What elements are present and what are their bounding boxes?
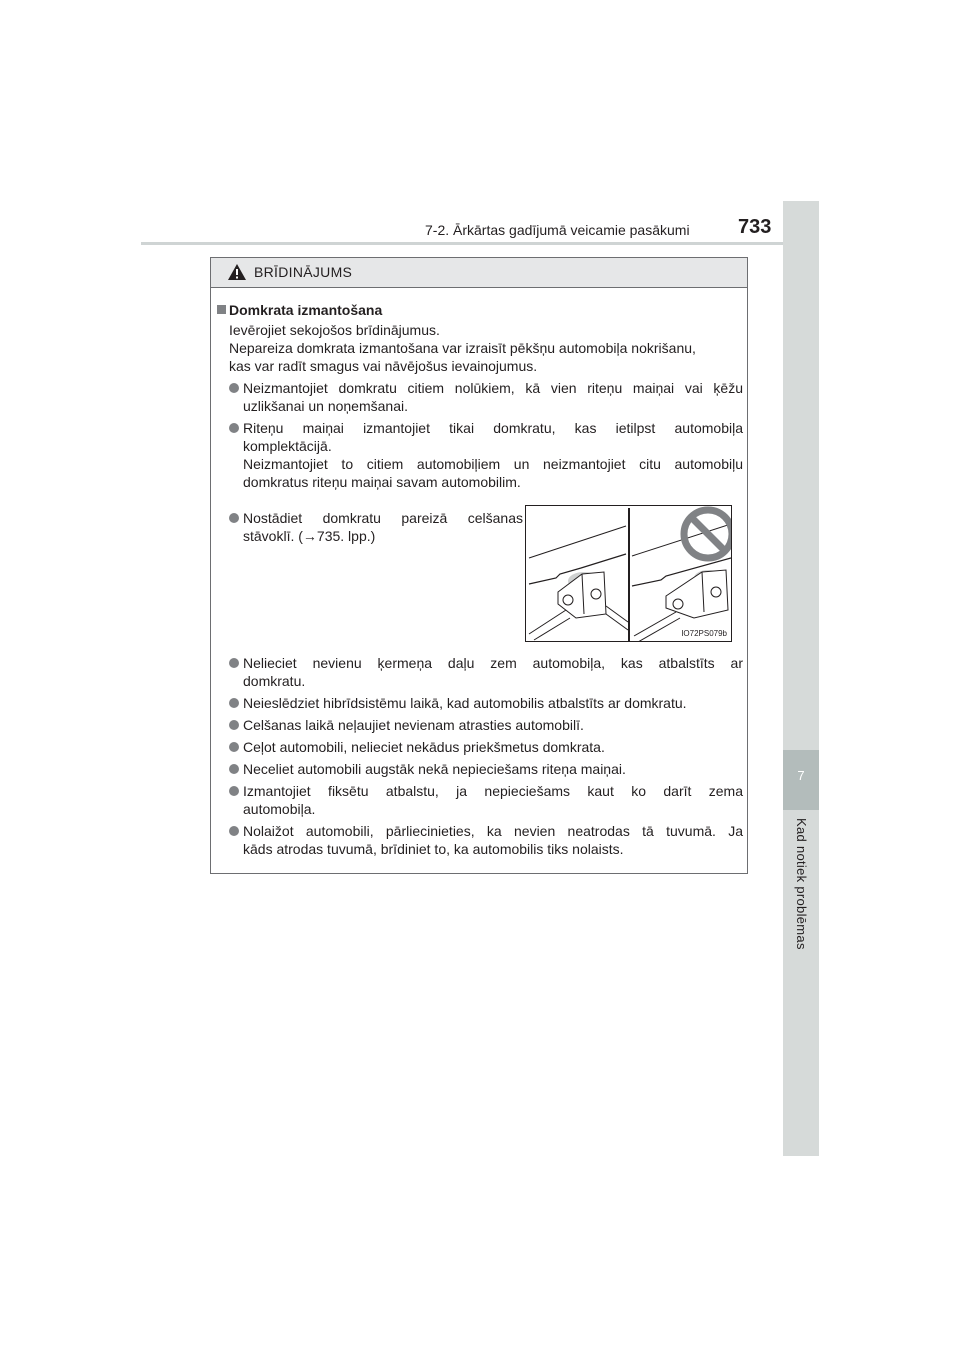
bullet-dot-icon (229, 698, 239, 708)
chapter-number-tab[interactable] (783, 750, 819, 810)
bullet-line: Ceļot automobili, nelieciet nekādus priekšmetus domkrata. (243, 739, 605, 755)
intro-line: Ievērojiet sekojošos brīdinājumus. (229, 322, 440, 338)
prohibited-icon (684, 510, 732, 558)
bullet-line: Celšanas laikā neļaujiet nevienam atrasties automobilī. (243, 717, 584, 733)
bullet-line: domkratu. (243, 673, 306, 689)
subheading-text: Domkrata izmantošana (229, 302, 383, 318)
bullet-dot-icon (229, 786, 239, 796)
bullet-dot-icon (229, 720, 239, 730)
list-item (217, 782, 743, 818)
bullet-line: Nolaižot automobili, pārliecinieties, ka nevien neatrodas tā tuvumā. Ja (243, 823, 743, 839)
bullet-dot-icon (229, 826, 239, 836)
list-item (217, 419, 743, 491)
bullet-line: komplektācijā. (243, 438, 332, 454)
chapter-number: 7 (797, 768, 805, 783)
jack-illustration (526, 506, 732, 642)
bullet-line: Neieslēdziet hibrīdsistēmu laikā, kad automobilis atbalstīts ar domkratu. (243, 695, 687, 711)
bullet-dot-icon (229, 764, 239, 774)
bullet-line: Nostādiet domkratu pareizā celšanas (243, 510, 523, 526)
intro-line: Nepareiza domkrata izmantošana var izraisīt pēkšņu automobiļa nokrišanu, (229, 340, 696, 356)
warning-box (210, 257, 748, 874)
warning-content-bottom (217, 650, 743, 858)
square-bullet-icon (217, 305, 226, 314)
list-item (217, 654, 743, 690)
list-item (217, 694, 743, 712)
bullet-line: kāds atrodas tuvumā, brīdiniet to, ka automobilis tiks nolaists. (243, 841, 624, 857)
warning-label: BRĪDINĀJUMS (254, 264, 353, 280)
chapter-side-tab (783, 201, 819, 1156)
bullet-dot-icon (229, 423, 239, 433)
list-item (217, 738, 743, 756)
list-item (217, 509, 523, 545)
section-title: 7-2. Ārkārtas gadījumā veicamie pasākumi (425, 222, 690, 238)
warning-triangle-icon (227, 263, 247, 281)
intro-text (217, 321, 743, 375)
page-number: 733 (738, 216, 772, 238)
warning-header (211, 258, 747, 288)
list-item (217, 822, 743, 858)
bullet-dot-icon (229, 513, 239, 523)
bullet-dot-icon (229, 742, 239, 752)
bullet-line: Nelieciet nevienu ķermeņa daļu zem automobiļa, kas atbalstīts ar (243, 655, 743, 671)
list-item (217, 379, 743, 415)
bullet-line: stāvoklī. (→735. lpp.) (243, 528, 376, 544)
list-item (217, 760, 743, 778)
bullet-line: automobiļa. (243, 801, 316, 817)
subheading (217, 301, 743, 319)
figure-code: IO72PS079b (681, 629, 727, 638)
bullet-line: Neceliet automobili augstāk nekā nepieciešams riteņa maiņai. (243, 761, 626, 777)
bullet-line: Neizmantojiet domkratu citiem nolūkiem, kā vien riteņu maiņai vai ķēžu (243, 380, 743, 396)
intro-line: kas var radīt smagus vai nāvējošus ievainojumus. (229, 358, 538, 374)
bullet-line: Riteņu maiņai izmantojiet tikai domkratu, kas ietilpst automobiļa (243, 420, 743, 436)
bullet-line: uzlikšanai un noņemšanai. (243, 398, 408, 414)
header-rule (141, 242, 819, 245)
bullet-line: Izmantojiet fiksētu atbalstu, ja nepieciešams kaut ko darīt zema (243, 783, 743, 799)
bullet-dot-icon (229, 658, 239, 668)
list-item (217, 716, 743, 734)
chapter-label: Kad notiek problēmas (794, 818, 809, 950)
bullet-dot-icon (229, 383, 239, 393)
bullet-line: Neizmantojiet to citiem automobiļiem un neizmantojiet citu automobiļu (243, 456, 743, 472)
jack-position-figure (525, 505, 732, 642)
bullet-line: domkratus riteņu maiņai savam automobilim. (243, 474, 521, 490)
